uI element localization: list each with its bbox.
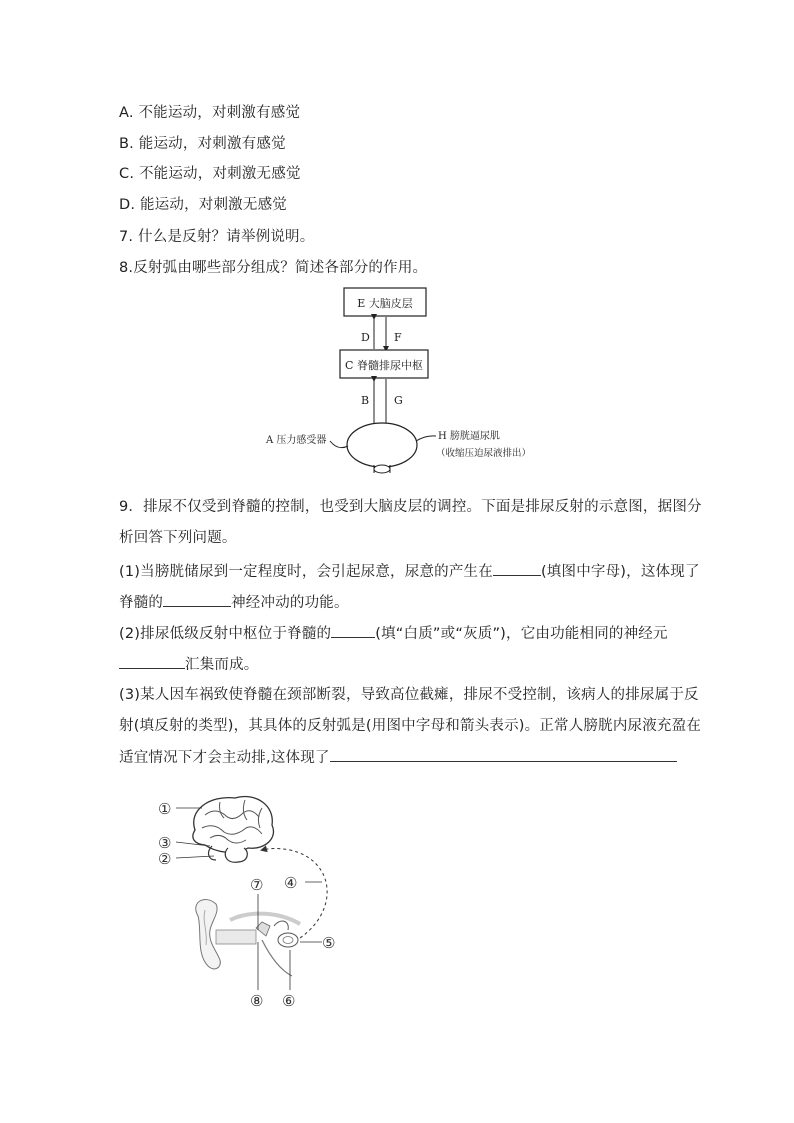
box-e-label: E 大脑皮层 (357, 297, 413, 310)
q9-part1-line1: (1)当膀胱储尿到一定程度时，会引起尿意，尿意的产生在 (填图中字母)，这体现了 (119, 561, 700, 582)
q9-part3-line1: (3)某人因车祸致使脊髓在颈部断裂，导致高位截瘫，排尿不受控制，该病人的排尿属于反 (119, 687, 699, 703)
option-c: C. 不能运动，对刺激无感觉 (119, 166, 301, 182)
answer-blank (163, 592, 231, 607)
label-f: F (394, 331, 402, 344)
label-n1: ① (158, 800, 172, 818)
label-h-note: （收缩压迫尿液排出） (436, 448, 532, 459)
q9-part2-line1: (2)排尿低级反射中枢位于脊髓的 (填“白质”或“灰质”)，它由功能相同的神经元 (119, 623, 668, 644)
option-a: A. 不能运动，对刺激有感觉 (119, 105, 301, 121)
option-b: B. 能运动，对刺激有感觉 (119, 136, 286, 152)
brain-illustration (193, 797, 274, 863)
label-n5: ⑤ (322, 934, 336, 952)
label-n8: ⑧ (250, 992, 264, 1010)
question-7: 7. 什么是反射？请举例说明。 (119, 229, 315, 245)
ear-illustration (196, 900, 300, 976)
nerve-pathway-arrow (262, 849, 327, 939)
q9-part3-line2: 射(填反射的类型)，其具体的反射弧是(用图中字母和箭头表示)。正常人膀胱内尿液充盈在 (119, 718, 702, 734)
q9-part2-line2: 汇集而成。 (119, 654, 259, 675)
q9-intro-2: 析回答下列问题。 (119, 530, 237, 546)
q9-part3-line3: 适宜情况下才会主动排,这体现了 (119, 747, 677, 768)
label-d: D (361, 331, 370, 344)
label-n7: ⑦ (250, 876, 264, 894)
question-8: 8.反射弧由哪些部分组成？简述各部分的作用。 (119, 260, 428, 276)
answer-blank (119, 654, 185, 669)
label-n6: ⑥ (282, 992, 296, 1010)
label-h: H 膀胱逼尿肌 (438, 431, 500, 442)
label-n3: ③ (158, 834, 172, 852)
label-a: A 压力感受器 (266, 435, 327, 446)
urination-reflex-diagram (260, 283, 540, 480)
answer-blank (331, 623, 375, 638)
label-n2: ② (158, 850, 172, 868)
q9-part1-line2: 脊髓的 神经冲动的功能。 (119, 592, 349, 613)
hearing-pathway-diagram (150, 790, 370, 1015)
label-g: G (394, 394, 403, 407)
box-c-label: C 脊髓排尿中枢 (345, 359, 423, 372)
answer-blank (330, 747, 677, 762)
label-b: B (361, 394, 370, 407)
q9-intro-1: 9．排尿不仅受到脊髓的控制，也受到大脑皮层的调控。下面是排尿反射的示意图，据图分 (119, 499, 702, 515)
label-n4: ④ (284, 874, 298, 892)
answer-blank (493, 561, 541, 576)
option-d: D. 能运动，对刺激无感觉 (119, 197, 287, 213)
bladder-shape (347, 423, 417, 467)
